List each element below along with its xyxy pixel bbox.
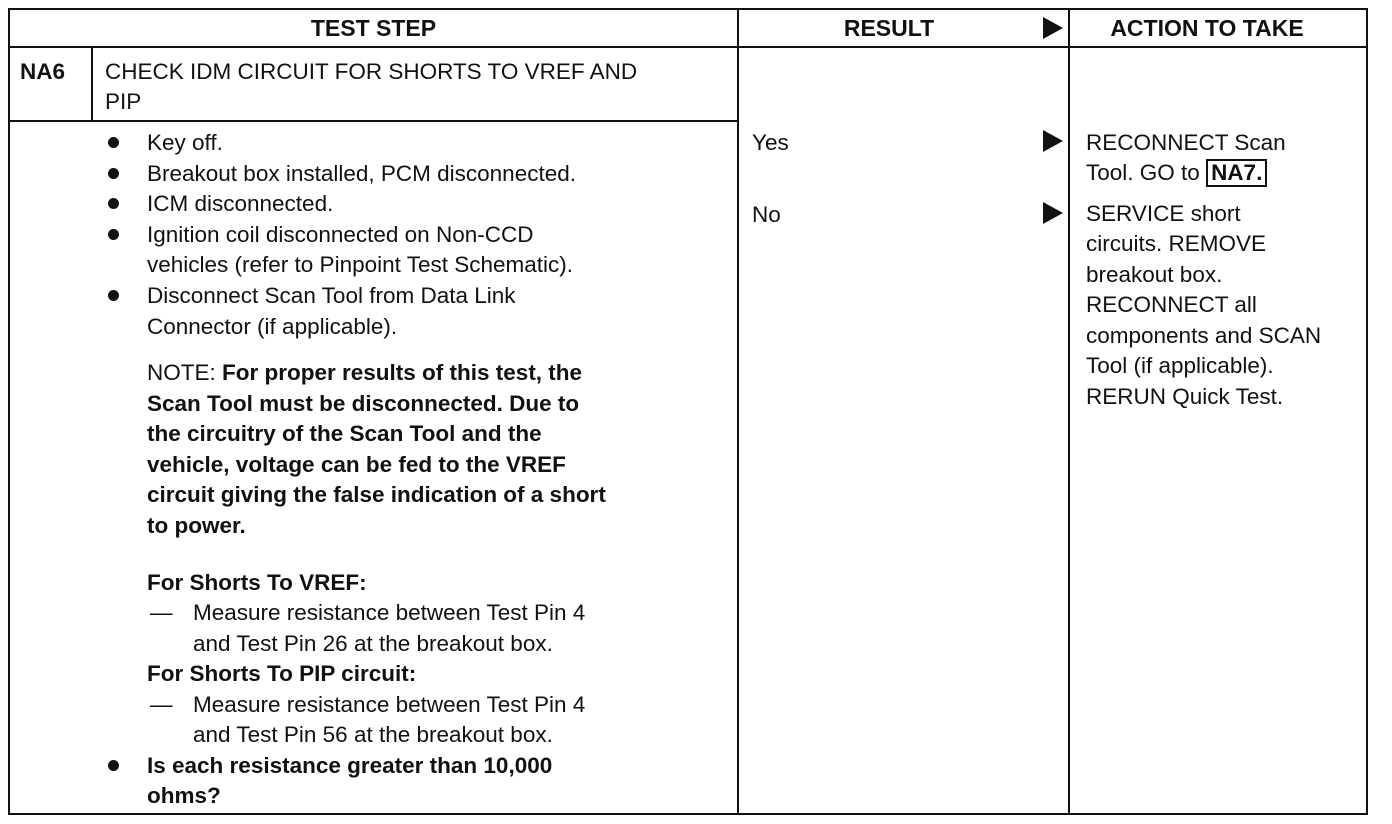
pip-measure-line2: and Test Pin 56 at the breakout box. <box>193 722 553 747</box>
note-line6: to power. <box>147 513 246 538</box>
bullet-icon <box>108 137 119 148</box>
result-action-divider <box>1068 8 1070 815</box>
result-no-arrow-icon <box>1043 202 1063 224</box>
action-yes-line1: RECONNECT Scan <box>1086 130 1286 155</box>
action-no-line5: components and SCAN <box>1086 323 1322 348</box>
bullet-key-off: Key off. <box>147 130 223 155</box>
note-line1 <box>147 358 582 389</box>
table-bottom-border <box>8 813 1368 815</box>
action-no-line4: RECONNECT all <box>1086 292 1257 317</box>
bullet-icon <box>108 229 119 240</box>
step-title-line2: PIP <box>105 89 142 114</box>
question-line1: Is each resistance greater than 10,000 <box>147 753 553 778</box>
header-result: RESULT <box>843 15 935 41</box>
pip-measure-line1: Measure resistance between Test Pin 4 <box>193 692 586 717</box>
action-no-line6: Tool (if applicable). <box>1086 353 1274 378</box>
pip-heading: For Shorts To PIP circuit: <box>147 661 417 686</box>
pip-dash: — <box>150 692 173 717</box>
step-title-line1: CHECK IDM CIRCUIT FOR SHORTS TO VREF AND <box>105 59 638 84</box>
result-yes: Yes <box>752 130 789 155</box>
note-label: NOTE: <box>147 360 223 385</box>
result-yes-arrow-icon <box>1043 130 1063 152</box>
action-no-line3: breakout box. <box>1086 262 1223 287</box>
bullet-ignition-coil-line2: vehicles (refer to Pinpoint Test Schematic). <box>147 252 574 277</box>
goto-na7-reference[interactable]: NA7. <box>1206 159 1267 187</box>
step-id-divider <box>91 46 93 122</box>
test-step-result-divider <box>737 8 739 815</box>
table-left-border <box>8 8 10 815</box>
vref-dash: — <box>150 600 173 625</box>
step-id: NA6 <box>20 59 66 84</box>
action-no-line1: SERVICE short <box>1086 201 1241 226</box>
bullet-icon <box>108 168 119 179</box>
vref-measure-line1: Measure resistance between Test Pin 4 <box>193 600 586 625</box>
vref-measure-line2: and Test Pin 26 at the breakout box. <box>193 631 553 656</box>
bullet-ignition-coil-line1: Ignition coil disconnected on Non-CCD <box>147 222 534 247</box>
note-line4: vehicle, voltage can be fed to the VREF <box>147 452 566 477</box>
question-line2: ohms? <box>147 783 221 808</box>
bullet-icon <box>108 198 119 209</box>
header-action-to-take: ACTION TO TAKE <box>1110 15 1304 41</box>
header-arrow-icon <box>1043 17 1063 39</box>
bullet-breakout-box: Breakout box installed, PCM disconnected. <box>147 161 576 186</box>
bullet-icon <box>108 760 119 771</box>
action-no-line7: RERUN Quick Test. <box>1086 384 1284 409</box>
table-right-border <box>1366 8 1368 815</box>
bullet-disconnect-scan-line2: Connector (if applicable). <box>147 314 398 339</box>
header-bottom-border <box>8 46 1368 48</box>
step-title-bottom-border <box>8 120 739 122</box>
header-test-step: TEST STEP <box>310 15 437 41</box>
note-line5: circuit giving the false indication of a short <box>147 482 606 507</box>
action-no-line2: circuits. REMOVE <box>1086 231 1267 256</box>
bullet-disconnect-scan-line1: Disconnect Scan Tool from Data Link <box>147 283 516 308</box>
action-yes-goto-text: Tool. GO to <box>1086 160 1207 185</box>
action-yes-line2 <box>1086 158 1267 189</box>
note-line3: the circuitry of the Scan Tool and the <box>147 421 542 446</box>
bullet-icon <box>108 290 119 301</box>
vref-heading: For Shorts To VREF: <box>147 570 367 595</box>
result-no: No <box>752 202 781 227</box>
note-line2: Scan Tool must be disconnected. Due to <box>147 391 580 416</box>
bullet-icm-disconnected: ICM disconnected. <box>147 191 334 216</box>
note-text-line1: For proper results of this test, the <box>222 360 583 385</box>
